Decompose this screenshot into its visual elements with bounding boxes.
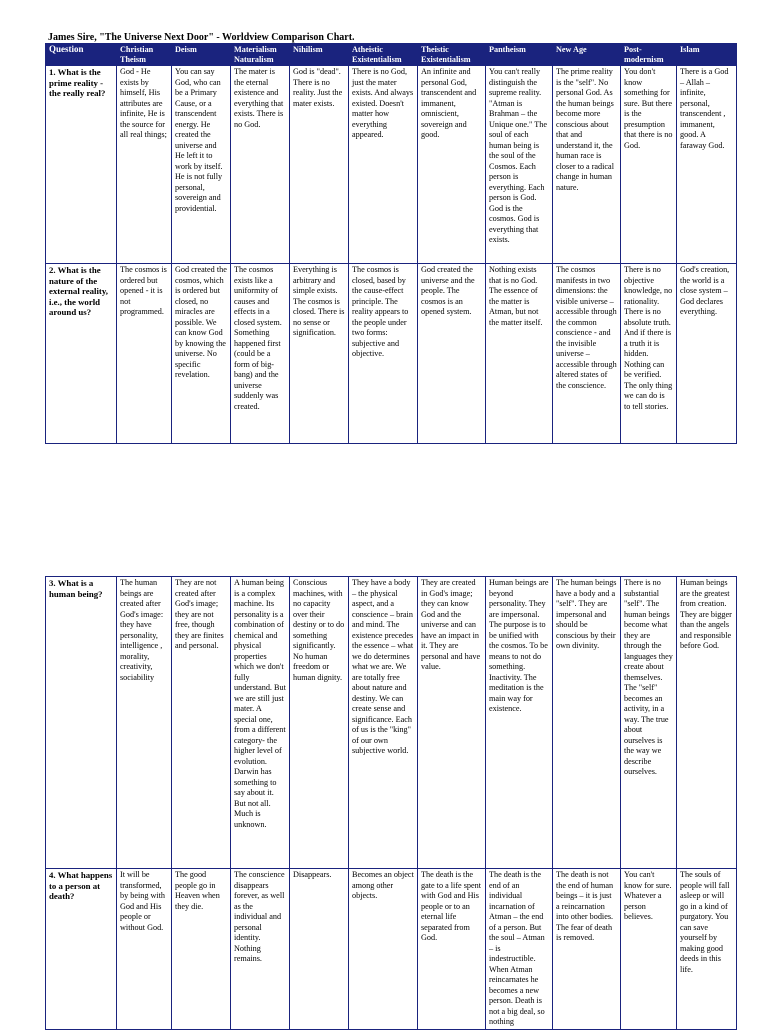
question-2: 2. What is the nature of the external reality, i.e., the world around us?	[46, 264, 117, 444]
cell-q1-atheistic-existentialism: There is no God, just the mater exists. And always existed. Doesn't matter how everything appeared.	[349, 66, 418, 264]
header-islam: Islam	[677, 44, 737, 66]
cell-q1-post-modernism: You don't know something for sure. But there is the presumption that there is no God.	[621, 66, 677, 264]
comparison-table-bottom	[45, 576, 737, 1030]
header-question: Question	[46, 44, 117, 66]
cell-q3-new-age: The human beings have a body and a "self". They are impersonal and should be conscious by their own divinity.	[553, 577, 621, 869]
header-new-age: New Age	[553, 44, 621, 66]
cell-q1-new-age: The prime reality is the "self". No personal God. As the human beings become more conscious about that and understand it, the human race is closer to a radical change in human nature.	[553, 66, 621, 264]
cell-q3-theistic-existentialism: They are created in God's image; they can know God and the universe and can have an impact in it. They are personal and have value.	[418, 577, 486, 869]
table-row-q3	[46, 577, 737, 869]
cell-q4-materialism: The conscience disappears forever, as well as the individual and personal identity. Nothing remains.	[231, 869, 290, 1030]
table-row-q2	[46, 264, 737, 444]
cell-q3-islam: Human beings are the greatest from creation. They are bigger than the angels and responsible before God.	[677, 577, 737, 869]
cell-q2-deism: God created the cosmos, which is ordered but closed, no miracles are possible. We can know God by knowing the universe. No specific revelation.	[172, 264, 231, 444]
table-row-q4	[46, 869, 737, 1030]
cell-q1-deism: You can say God, who can be a Primary Cause, or a transcendent energy. He created the universe and He left it to work by itself. He is not fully personal, sovereign and providential.	[172, 66, 231, 264]
table-row-q1	[46, 66, 737, 264]
cell-q3-post-modernism: There is no substantial "self". The human beings become what they are through the languages they create about themselves. The "self" becomes an activity, in a way. The true about ourselves is the way we describe ourselves.	[621, 577, 677, 869]
cell-q2-islam: God's creation, the world is a close system – God declares everything.	[677, 264, 737, 444]
cell-q2-theistic-existentialism: God created the universe and the people. The cosmos is an opened system.	[418, 264, 486, 444]
cell-q1-nihilism: God is "dead". There is no reality. Just the mater exists.	[290, 66, 349, 264]
header-theistic-existentialism: Theistic Existentialism	[418, 44, 486, 66]
cell-q3-deism: They are not created after God's image; they are not free, though they are finites and personal.	[172, 577, 231, 869]
header-materialism-naturalism: Materialism Naturalism	[231, 44, 290, 66]
cell-q3-christian-theism: The human beings are created after God's image: they have personality, intelligence , morality, creativity, sociability	[117, 577, 172, 869]
document-title: James Sire, "The Universe Next Door" - Worldview Comparison Chart.	[48, 32, 355, 43]
cell-q4-pantheism: The death is the end of an individual incarnation of Atman – the end of a person. But the soul – Atman – is indestructible. When Atman reincarnates he becomes a new person. Death is not a big deal, so nothing	[486, 869, 553, 1030]
cell-q1-pantheism: You can't really distinguish the supreme reality. "Atman is Brahman – the Unique one." The soul of each human being is the soul of the Cosmos. Each person is everything. Each person is God. God is the cosmos. God is everything that exists.	[486, 66, 553, 264]
header-atheistic-existentialism: Atheistic Existentialism	[349, 44, 418, 66]
comparison-table-top	[45, 43, 737, 444]
question-1: 1. What is the prime reality - the really real?	[46, 66, 117, 264]
cell-q4-new-age: The death is not the end of human beings – it is just a reincarnation into other bodies. The fear of death is removed.	[553, 869, 621, 1030]
cell-q3-pantheism: Human beings are beyond personality. They are impersonal. The purpose is to be unified with the cosmos. To be means to not do something. Inactivity. The meditation is the main way for existence.	[486, 577, 553, 869]
header-deism: Deism	[172, 44, 231, 66]
cell-q4-theistic-existentialism: The death is the gate to a life spent with God and His people or to an eternal life separated from God.	[418, 869, 486, 1030]
header-nihilism: Nihilism	[290, 44, 349, 66]
cell-q2-new-age: The cosmos manifests in two dimensions: the visible universe – accessible through the common conscience - and the invisible universe – accessible through altered states of the conscience.	[553, 264, 621, 444]
cell-q1-christian-theism: God - He exists by himself, His attributes are infinite, He is the source for all real things;	[117, 66, 172, 264]
cell-q4-atheistic-existentialism: Becomes an object among other objects.	[349, 869, 418, 1030]
cell-q2-christian-theism: The cosmos is ordered but opened - it is not programmed.	[117, 264, 172, 444]
cell-q1-islam: There is a God – Allah – infinite, personal, transcendent , immanent, good. A faraway God.	[677, 66, 737, 264]
cell-q3-materialism: A human being is a complex machine. Its personality is a combination of chemical and physical properties which we don't fully understand. But we are still just mater. A special one, from a different category- the higher level of evolution. Darwin has something to say about it. But not all. Much is unknown.	[231, 577, 290, 869]
cell-q4-nihilism: Disappears.	[290, 869, 349, 1030]
cell-q3-atheistic-existentialism: They have a body – the physical aspect, and a conscience – brain and mind. The existence precedes the essence – what we do determines what we are. We are totally free about nature and destiny. We can create sense and significance. Each of us is the "king" of our own subjective world.	[349, 577, 418, 869]
cell-q2-pantheism: Nothing exists that is no God. The essence of the matter is Atman, but not the matter itself.	[486, 264, 553, 444]
question-4: 4. What happens to a person at death?	[46, 869, 117, 1030]
cell-q2-atheistic-existentialism: The cosmos is closed, based by the cause-effect principle. The reality appears to the people under two forms: subjective and objective.	[349, 264, 418, 444]
cell-q3-nihilism: Conscious machines, with no capacity over their destiny or to do something significantly. No human freedom or human dignity.	[290, 577, 349, 869]
header-pantheism: Pantheism	[486, 44, 553, 66]
cell-q4-islam: The souls of people will fall asleep or will go in a kind of purgatory. You can save yourself by making good deeds in this life.	[677, 869, 737, 1030]
header-row	[46, 44, 737, 66]
cell-q4-deism: The good people go in Heaven when they die.	[172, 869, 231, 1030]
cell-q4-post-modernism: You can't know for sure. Whatever a person believes.	[621, 869, 677, 1030]
header-christian-theism: Christian Theism	[117, 44, 172, 66]
cell-q1-theistic-existentialism: An infinite and personal God, transcendent and immanent, omniscient, sovereign and good.	[418, 66, 486, 264]
cell-q2-nihilism: Everything is arbitrary and simple exists. The cosmos is closed. There is no sense or signification.	[290, 264, 349, 444]
cell-q2-post-modernism: There is no objective knowledge, no rationality. There is no absolute truth. And if there is a truth it is hidden. Nothing can be verified. The only thing we can do is to tell stories.	[621, 264, 677, 444]
cell-q4-christian-theism: It will be transformed, by being with God and His people or without God.	[117, 869, 172, 1030]
question-3: 3. What is a human being?	[46, 577, 117, 869]
cell-q2-materialism: The cosmos exists like a uniformity of causes and effects in a closed system. Something happened first (could be a form of big-bang) and the universe suddenly was created.	[231, 264, 290, 444]
cell-q1-materialism: The mater is the eternal existence and everything that exists. There is no God.	[231, 66, 290, 264]
header-post-modernism: Post-modernism	[621, 44, 677, 66]
